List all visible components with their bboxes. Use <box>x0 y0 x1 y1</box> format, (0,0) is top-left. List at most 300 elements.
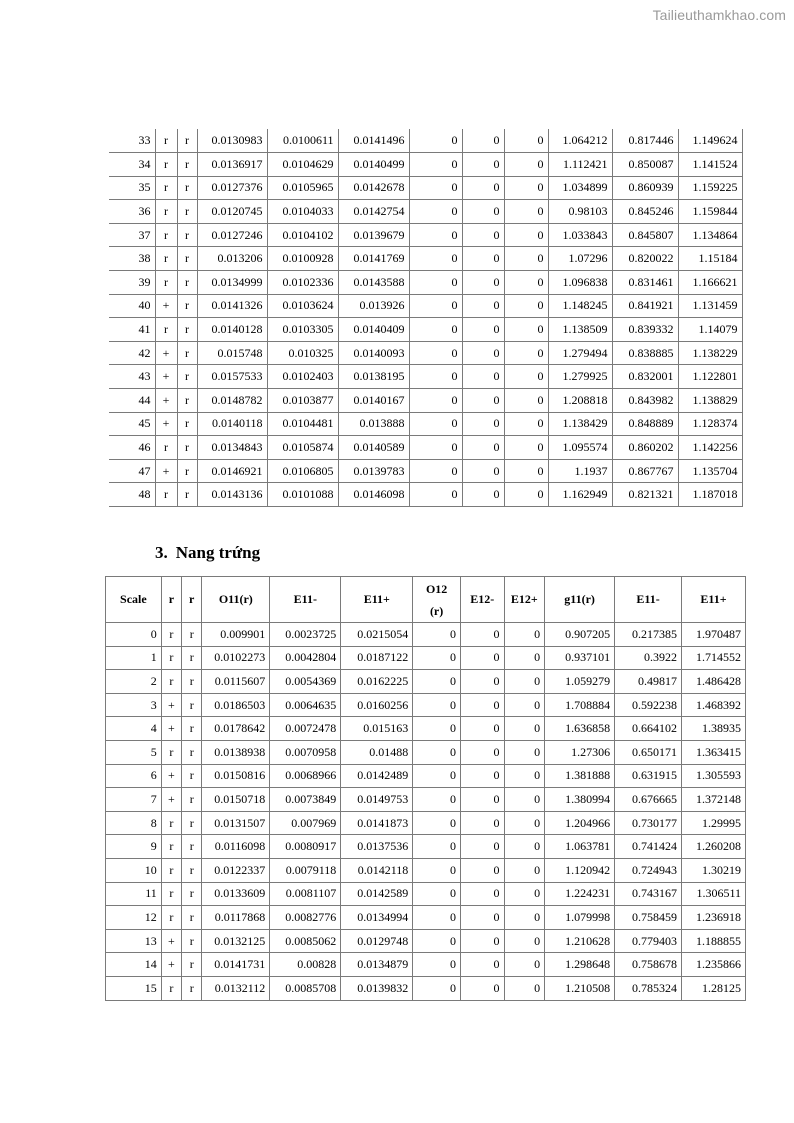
table-cell: 0.0054369 <box>270 670 341 694</box>
table-cell: 0.0141873 <box>341 811 413 835</box>
table-cell: 1.135704 <box>678 459 742 483</box>
table-cell: 0 <box>504 389 548 413</box>
table-cell: 0.0103877 <box>267 389 338 413</box>
table-cell: 0 <box>462 389 504 413</box>
table-cell: + <box>161 788 181 812</box>
table-cell: 1.059279 <box>545 670 615 694</box>
table-cell: 0 <box>409 459 462 483</box>
header-e11-plus-2: E11+ <box>682 577 746 623</box>
table-cell: 1.15184 <box>678 247 742 271</box>
table-cell: 44 <box>109 389 155 413</box>
table-cell: 0.013926 <box>338 294 409 318</box>
table-cell: 12 <box>106 906 162 930</box>
table-row <box>106 858 746 882</box>
table-cell: 1.305593 <box>682 764 746 788</box>
table-cell: 0.0157533 <box>197 365 267 389</box>
table-cell: 0 <box>409 176 462 200</box>
table-cell: 0.015163 <box>341 717 413 741</box>
table-cell: 0.937101 <box>545 646 615 670</box>
table-cell: 0.98103 <box>548 200 612 224</box>
table-row <box>106 717 746 741</box>
table-cell: 0 <box>462 247 504 271</box>
table-cell: 8 <box>106 811 162 835</box>
table-cell: 0 <box>462 176 504 200</box>
table-cell: 0 <box>409 223 462 247</box>
table-row <box>109 436 742 460</box>
table-cell: 1.380994 <box>545 788 615 812</box>
table-cell: 0 <box>504 200 548 224</box>
table-cell: 0.49817 <box>615 670 682 694</box>
table-cell: 1.298648 <box>545 953 615 977</box>
header-r1: r <box>161 577 181 623</box>
table-cell: 0 <box>413 858 461 882</box>
table-cell: 1.714552 <box>682 646 746 670</box>
table-cell: 0 <box>462 200 504 224</box>
table-cell: 0.0138938 <box>202 740 270 764</box>
table-cell: 1.29995 <box>682 811 746 835</box>
table-cell: 1.166621 <box>678 271 742 295</box>
table-cell: 0 <box>504 294 548 318</box>
table-cell: 0.0160256 <box>341 693 413 717</box>
table-cell: + <box>161 953 181 977</box>
table-cell: 0 <box>462 271 504 295</box>
table-cell: 0.0141769 <box>338 247 409 271</box>
table-cell: 0.0103305 <box>267 318 338 342</box>
table-cell: 0.785324 <box>615 976 682 1000</box>
table-cell: 0.0127376 <box>197 176 267 200</box>
table-cell: 33 <box>109 129 155 153</box>
table-row <box>106 953 746 977</box>
table-cell: 0.217385 <box>615 623 682 647</box>
table-cell: 48 <box>109 483 155 507</box>
table-cell: 0.0134879 <box>341 953 413 977</box>
table-cell: 0.0102336 <box>267 271 338 295</box>
table-row <box>109 153 742 177</box>
table-cell: 0.0129748 <box>341 929 413 953</box>
table-cell: 0.0079118 <box>270 858 341 882</box>
table-cell: 1.187018 <box>678 483 742 507</box>
table-cell: 0 <box>460 740 504 764</box>
table-cell: 1.279925 <box>548 365 612 389</box>
table-cell: 0.0140167 <box>338 389 409 413</box>
table-cell: 1.468392 <box>682 693 746 717</box>
table-cell: 0 <box>504 929 545 953</box>
table-cell: 14 <box>106 953 162 977</box>
table-cell: r <box>161 740 181 764</box>
table-cell: 42 <box>109 341 155 365</box>
table-cell: 0.0148782 <box>197 389 267 413</box>
table-cell: r <box>177 365 197 389</box>
table-cell: r <box>155 200 177 224</box>
table-cell: 0 <box>504 670 545 694</box>
table-cell: 0 <box>413 693 461 717</box>
table-cell: 1.224231 <box>545 882 615 906</box>
table-cell: 0.741424 <box>615 835 682 859</box>
table-cell: r <box>161 882 181 906</box>
table-cell: 0 <box>462 294 504 318</box>
table-cell: 0.0081107 <box>270 882 341 906</box>
header-e11-minus: E11- <box>270 577 341 623</box>
table-cell: 1.27306 <box>545 740 615 764</box>
table-cell: 0 <box>409 483 462 507</box>
table-cell: 0.860939 <box>612 176 678 200</box>
table-cell: 1.28125 <box>682 976 746 1000</box>
table-cell: r <box>155 483 177 507</box>
table-cell: + <box>155 294 177 318</box>
table-cell: 0.0064635 <box>270 693 341 717</box>
table-cell: 0.0139832 <box>341 976 413 1000</box>
table-cell: 1.279494 <box>548 341 612 365</box>
table-cell: 35 <box>109 176 155 200</box>
table-cell: 1.131459 <box>678 294 742 318</box>
table-cell: r <box>161 623 181 647</box>
table-cell: 0 <box>409 200 462 224</box>
table-cell: 1.134864 <box>678 223 742 247</box>
table-cell: r <box>182 764 202 788</box>
table-cell: 1.636858 <box>545 717 615 741</box>
table-cell: 0 <box>413 835 461 859</box>
table-cell: 0 <box>504 223 548 247</box>
table-cell: 1.122801 <box>678 365 742 389</box>
table-cell: 0 <box>462 129 504 153</box>
table-cell: 0.0080917 <box>270 835 341 859</box>
table-cell: 0.0085062 <box>270 929 341 953</box>
table-cell: 4 <box>106 717 162 741</box>
table-cell: 3 <box>106 693 162 717</box>
table-row <box>109 271 742 295</box>
table-cell: r <box>182 623 202 647</box>
table-cell: 1.079998 <box>545 906 615 930</box>
table-cell: r <box>182 693 202 717</box>
table-row <box>109 459 742 483</box>
table-cell: r <box>182 929 202 953</box>
table-cell: r <box>161 858 181 882</box>
table-cell: 0 <box>409 247 462 271</box>
table-cell: 1.112421 <box>548 153 612 177</box>
table-cell: 7 <box>106 788 162 812</box>
table-cell: 0 <box>504 717 545 741</box>
table-cell: 0 <box>413 764 461 788</box>
table-cell: 39 <box>109 271 155 295</box>
table-cell: 1.188855 <box>682 929 746 953</box>
table-cell: 0.0103624 <box>267 294 338 318</box>
table-cell: 0 <box>460 788 504 812</box>
table-cell: 0 <box>409 129 462 153</box>
table-cell: r <box>182 811 202 835</box>
table-cell: 0 <box>413 740 461 764</box>
table-cell: 0.0139783 <box>338 459 409 483</box>
table-cell: 0.0141496 <box>338 129 409 153</box>
table-cell: 0 <box>462 223 504 247</box>
table-cell: 0 <box>504 318 548 342</box>
table-row <box>106 764 746 788</box>
table-cell: 0 <box>504 412 548 436</box>
table-row <box>106 646 746 670</box>
table-cell: 0.0140093 <box>338 341 409 365</box>
table-cell: 0 <box>504 764 545 788</box>
table-cell: r <box>161 976 181 1000</box>
table-cell: r <box>177 318 197 342</box>
table-cell: 0.0104102 <box>267 223 338 247</box>
table-cell: 0.0186503 <box>202 693 270 717</box>
table-cell: 41 <box>109 318 155 342</box>
table-cell: 0.841921 <box>612 294 678 318</box>
table-cell: r <box>155 176 177 200</box>
table-cell: 0.0141731 <box>202 953 270 977</box>
table-cell: 0.0116098 <box>202 835 270 859</box>
table-cell: 0.0127246 <box>197 223 267 247</box>
table-cell: 9 <box>106 835 162 859</box>
table-cell: 0 <box>462 365 504 389</box>
table-cell: 0 <box>460 906 504 930</box>
table-2-header-row <box>106 577 746 623</box>
table-cell: 0 <box>462 341 504 365</box>
table-cell: 0 <box>460 882 504 906</box>
table-cell: 0.724943 <box>615 858 682 882</box>
table-cell: 1.07296 <box>548 247 612 271</box>
header-r2: r <box>182 577 202 623</box>
table-row <box>106 929 746 953</box>
table-cell: 0 <box>504 459 548 483</box>
table-cell: 0.0187122 <box>341 646 413 670</box>
table-row <box>106 906 746 930</box>
table-cell: 0 <box>409 271 462 295</box>
table-cell: r <box>155 318 177 342</box>
table-cell: 0.0137536 <box>341 835 413 859</box>
table-cell: 0.0134843 <box>197 436 267 460</box>
table-cell: 36 <box>109 200 155 224</box>
table-cell: 0 <box>413 623 461 647</box>
table-cell: 0.0150816 <box>202 764 270 788</box>
table-cell: 0 <box>409 436 462 460</box>
table-cell: r <box>177 341 197 365</box>
table-cell: 0.0070958 <box>270 740 341 764</box>
table-cell: r <box>161 906 181 930</box>
table-cell: 0.592238 <box>615 693 682 717</box>
table-cell: 0.0178642 <box>202 717 270 741</box>
table-cell: + <box>161 717 181 741</box>
table-cell: r <box>182 646 202 670</box>
table-cell: r <box>177 294 197 318</box>
table-cell: 0.3922 <box>615 646 682 670</box>
table-cell: + <box>155 341 177 365</box>
table-row <box>109 176 742 200</box>
table-row <box>106 882 746 906</box>
table-cell: 0.839332 <box>612 318 678 342</box>
table-cell: r <box>161 646 181 670</box>
table-cell: 1.159844 <box>678 200 742 224</box>
table-row <box>109 365 742 389</box>
table-cell: 0 <box>413 811 461 835</box>
table-cell: r <box>155 129 177 153</box>
table-cell: 0.0143588 <box>338 271 409 295</box>
table-cell: 0 <box>460 835 504 859</box>
table-cell: r <box>182 976 202 1000</box>
table-cell: r <box>177 412 197 436</box>
table-cell: r <box>182 717 202 741</box>
table-cell: 0.0106805 <box>267 459 338 483</box>
table-cell: 1.486428 <box>682 670 746 694</box>
table-cell: 0.0134994 <box>341 906 413 930</box>
table-cell: r <box>177 176 197 200</box>
table-cell: 1.236918 <box>682 906 746 930</box>
table-cell: 0.845807 <box>612 223 678 247</box>
table-cell: 0 <box>504 623 545 647</box>
table-cell: + <box>155 365 177 389</box>
table-cell: 0 <box>504 835 545 859</box>
table-cell: 1.381888 <box>545 764 615 788</box>
table-cell: 0.820022 <box>612 247 678 271</box>
table-cell: 1.14079 <box>678 318 742 342</box>
table-cell: 1.149624 <box>678 129 742 153</box>
table-cell: 0.0142589 <box>341 882 413 906</box>
table-cell: 0.0105874 <box>267 436 338 460</box>
table-cell: 0 <box>460 858 504 882</box>
header-o12-line1: O12 <box>425 581 448 596</box>
table-cell: 0.013888 <box>338 412 409 436</box>
table-cell: 0.01488 <box>341 740 413 764</box>
table-cell: 0 <box>460 670 504 694</box>
table-cell: 1.138829 <box>678 389 742 413</box>
table-cell: 0.860202 <box>612 436 678 460</box>
table-cell: 1.210628 <box>545 929 615 953</box>
table-cell: 0.0143136 <box>197 483 267 507</box>
table-row <box>109 412 742 436</box>
table-cell: + <box>155 389 177 413</box>
table-cell: 1.306511 <box>682 882 746 906</box>
table-cell: 0.013206 <box>197 247 267 271</box>
table-cell: r <box>155 436 177 460</box>
table-cell: 0.0102403 <box>267 365 338 389</box>
table-cell: 1.162949 <box>548 483 612 507</box>
table-cell: 0.0073849 <box>270 788 341 812</box>
table-cell: 0 <box>462 153 504 177</box>
table-cell: 0 <box>504 906 545 930</box>
table-cell: r <box>177 247 197 271</box>
table-cell: 0.0142678 <box>338 176 409 200</box>
table-cell: r <box>182 788 202 812</box>
table-cell: 0.0042804 <box>270 646 341 670</box>
table-cell: 0.0140499 <box>338 153 409 177</box>
table-cell: 0.0131507 <box>202 811 270 835</box>
table-cell: 0.0142489 <box>341 764 413 788</box>
table-cell: 0 <box>504 882 545 906</box>
table-cell: 0.779403 <box>615 929 682 953</box>
table-cell: 0.0141326 <box>197 294 267 318</box>
table-cell: r <box>155 247 177 271</box>
table-row <box>109 483 742 507</box>
table-cell: 0.0149753 <box>341 788 413 812</box>
table-cell: 0.015748 <box>197 341 267 365</box>
table-cell: 0.0104033 <box>267 200 338 224</box>
table-cell: 0.676665 <box>615 788 682 812</box>
data-table-2 <box>105 576 746 1001</box>
table-cell: 0 <box>504 788 545 812</box>
table-cell: 0.845246 <box>612 200 678 224</box>
table-cell: 2 <box>106 670 162 694</box>
table-cell: 1.970487 <box>682 623 746 647</box>
table-cell: 1.208818 <box>548 389 612 413</box>
table-cell: 1.128374 <box>678 412 742 436</box>
table-cell: 0.743167 <box>615 882 682 906</box>
table-cell: 0 <box>504 811 545 835</box>
table-cell: 0 <box>409 389 462 413</box>
table-row <box>109 223 742 247</box>
table-cell: 13 <box>106 929 162 953</box>
table-cell: 1.235866 <box>682 953 746 977</box>
table-cell: 1.138509 <box>548 318 612 342</box>
table-row <box>106 976 746 1000</box>
table-cell: 0.0138195 <box>338 365 409 389</box>
table-cell: 0.0146921 <box>197 459 267 483</box>
table-cell: 0.0085708 <box>270 976 341 1000</box>
table-cell: 0 <box>460 953 504 977</box>
table-cell: 0.0140589 <box>338 436 409 460</box>
table-cell: r <box>182 670 202 694</box>
table-cell: 1.138429 <box>548 412 612 436</box>
table-cell: 0 <box>413 976 461 1000</box>
table-cell: 0 <box>460 717 504 741</box>
data-table-1-body <box>109 129 742 507</box>
table-cell: 0.0142118 <box>341 858 413 882</box>
table-cell: 1.034899 <box>548 176 612 200</box>
table-cell: 0 <box>460 623 504 647</box>
table-cell: 1.260208 <box>682 835 746 859</box>
table-row <box>109 129 742 153</box>
table-cell: 1 <box>106 646 162 670</box>
table-cell: 0 <box>413 929 461 953</box>
table-cell: 1.096838 <box>548 271 612 295</box>
header-o11: O11(r) <box>202 577 270 623</box>
table-cell: 40 <box>109 294 155 318</box>
table-cell: 0 <box>409 365 462 389</box>
table-cell: 0 <box>413 717 461 741</box>
table-cell: r <box>177 200 197 224</box>
table-cell: 0 <box>106 623 162 647</box>
table-cell: + <box>161 693 181 717</box>
table-cell: r <box>155 153 177 177</box>
section-title-text: Nang trứng <box>175 543 261 562</box>
table-row <box>106 835 746 859</box>
table-cell: 0.0100611 <box>267 129 338 153</box>
table-cell: 0.0068966 <box>270 764 341 788</box>
table-cell: 1.138229 <box>678 341 742 365</box>
table-cell: 0.0101088 <box>267 483 338 507</box>
table-row <box>106 811 746 835</box>
table-cell: 0 <box>504 153 548 177</box>
table-cell: 0.00828 <box>270 953 341 977</box>
table-cell: 0 <box>462 318 504 342</box>
section-number: 3. <box>155 543 168 562</box>
table-cell: 0.843982 <box>612 389 678 413</box>
table-cell: 0.0104629 <box>267 153 338 177</box>
table-cell: 0 <box>460 929 504 953</box>
table-cell: 0.0133609 <box>202 882 270 906</box>
table-row <box>109 294 742 318</box>
table-cell: 1.204966 <box>545 811 615 835</box>
table-cell: 0 <box>462 412 504 436</box>
table-cell: 1.064212 <box>548 129 612 153</box>
table-cell: 1.1937 <box>548 459 612 483</box>
table-cell: r <box>177 436 197 460</box>
table-cell: 0.0072478 <box>270 717 341 741</box>
table-cell: 0.848889 <box>612 412 678 436</box>
table-cell: 0.010325 <box>267 341 338 365</box>
table-cell: 0.631915 <box>615 764 682 788</box>
table-cell: 0 <box>504 976 545 1000</box>
table-cell: 1.095574 <box>548 436 612 460</box>
table-row <box>109 389 742 413</box>
